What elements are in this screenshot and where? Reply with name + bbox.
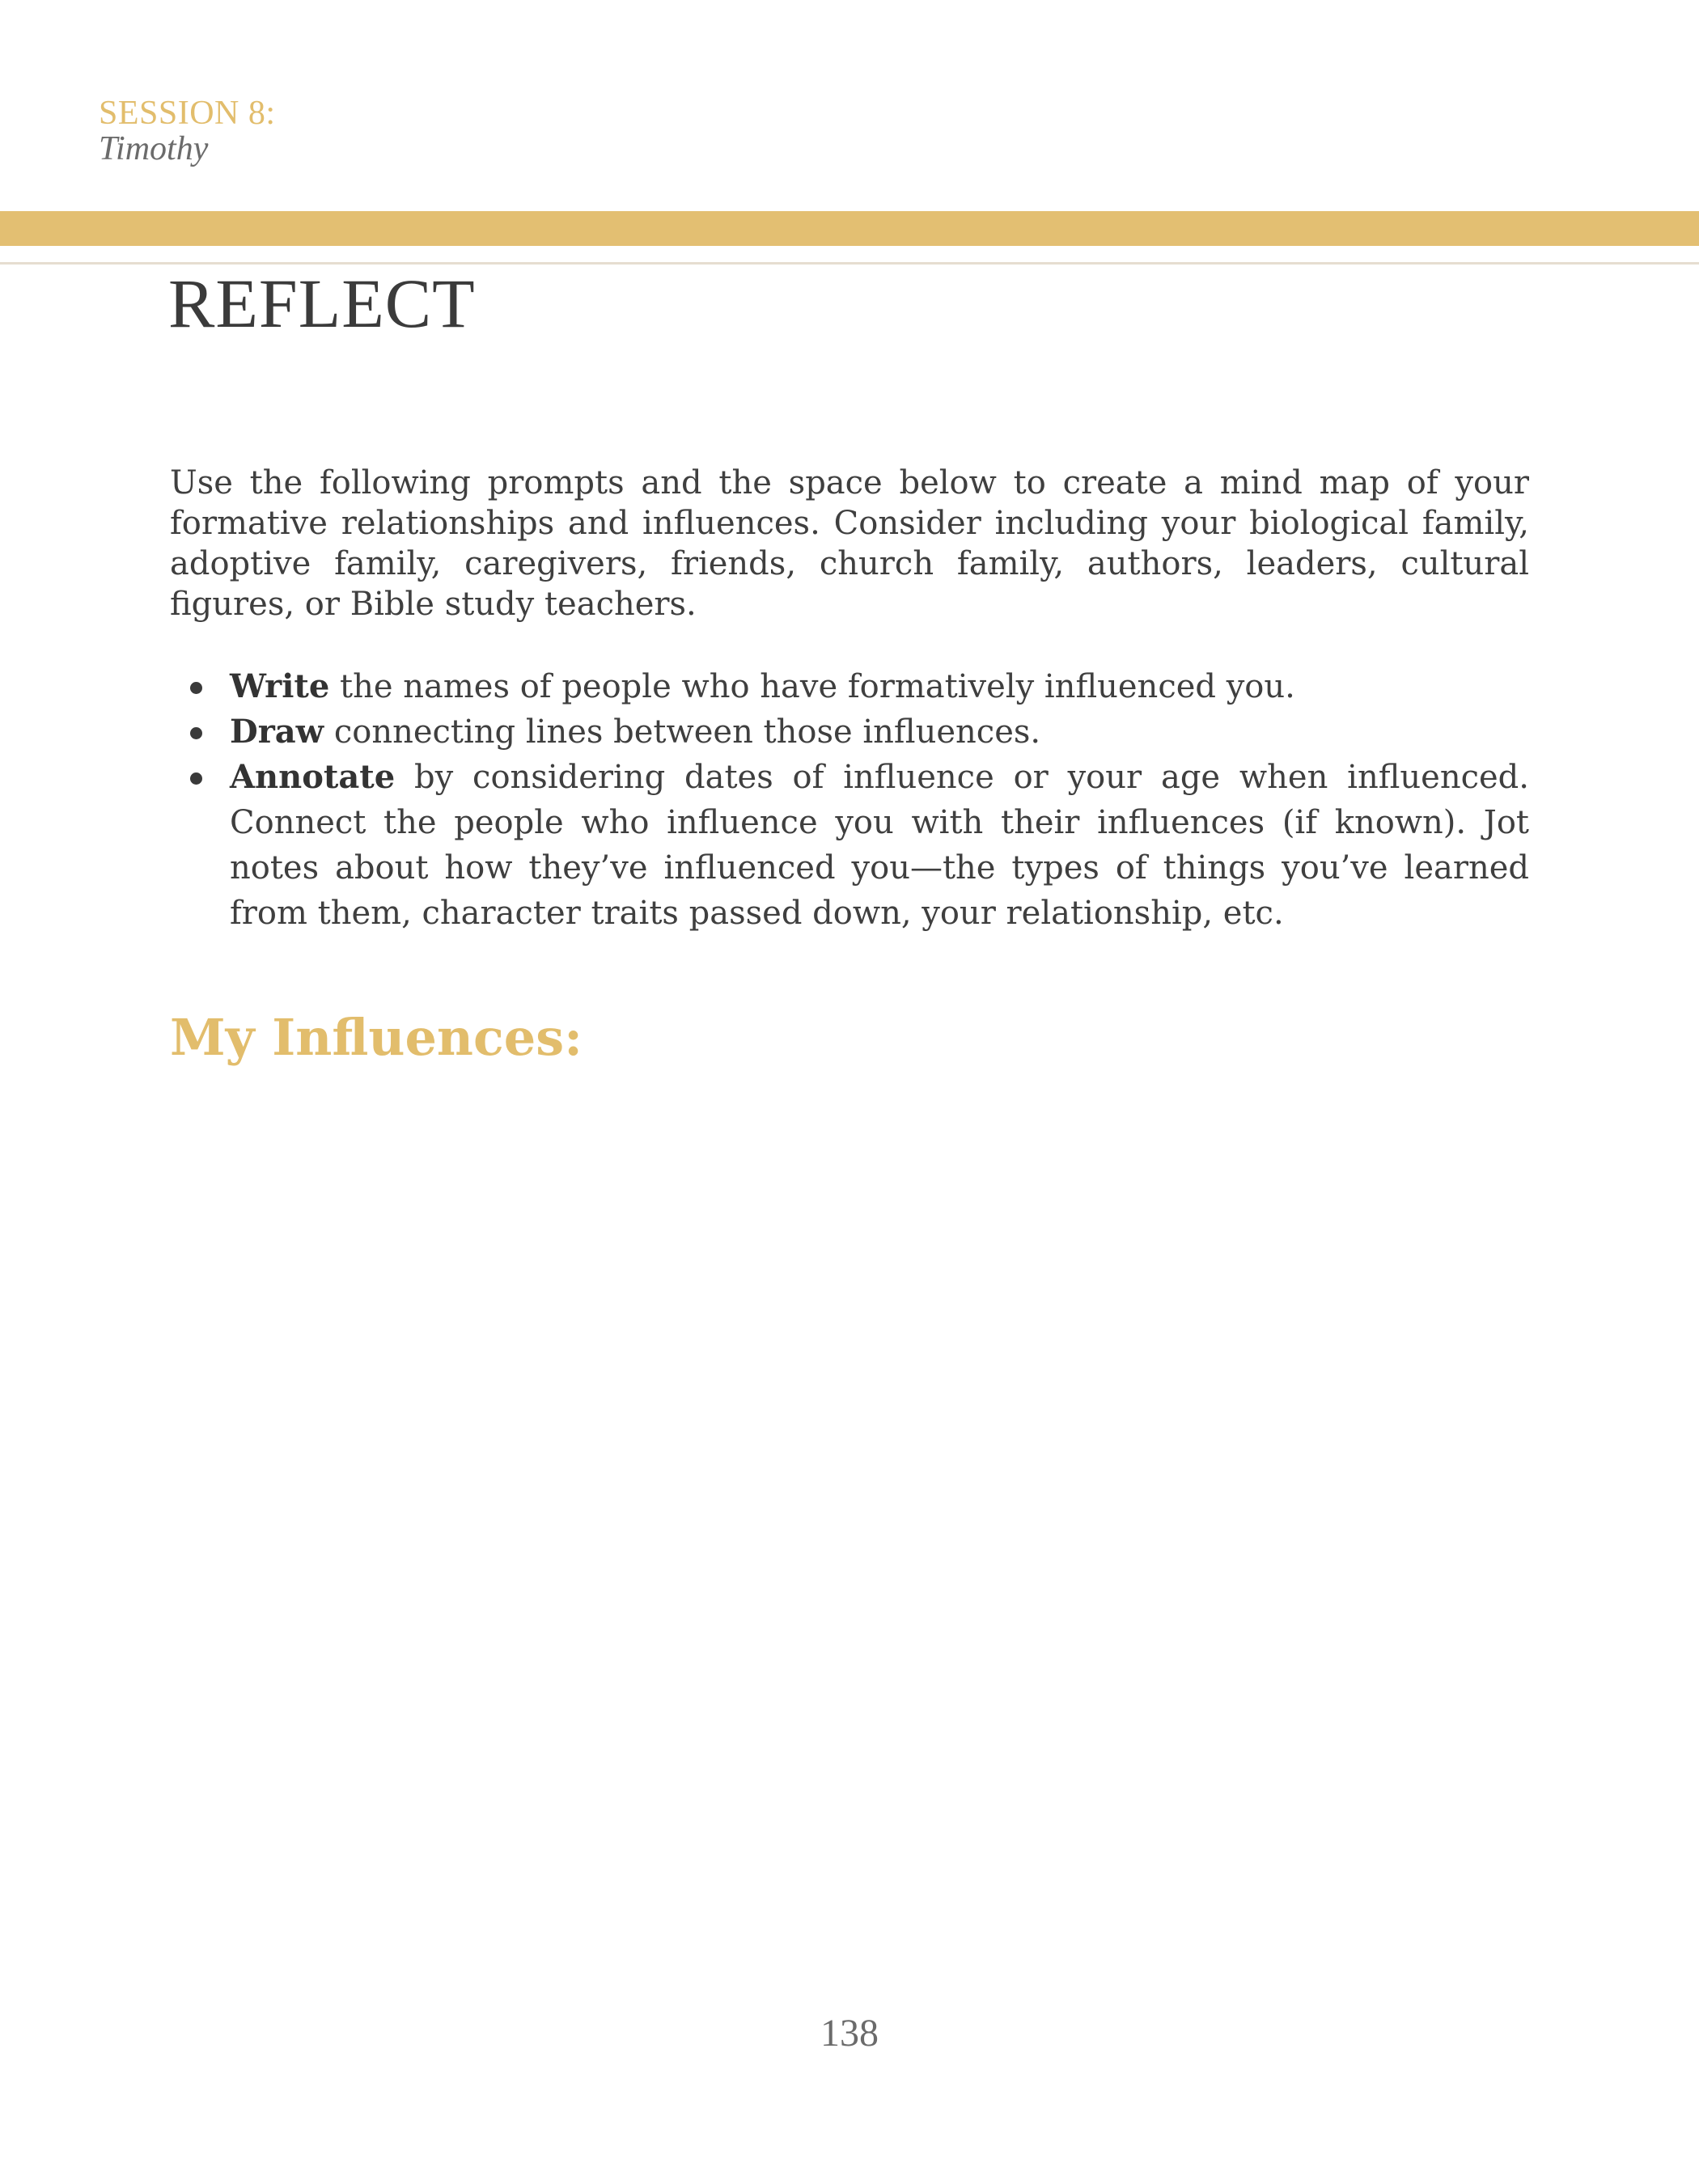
page-title: REFLECT <box>168 265 476 342</box>
list-item <box>170 709 1529 755</box>
list-item-keyword: Write <box>230 667 330 705</box>
bullet-icon <box>190 772 202 785</box>
session-subtitle: Timothy <box>99 130 209 167</box>
page-number: 138 <box>820 2012 879 2055</box>
list-item-text: by considering dates of influence or your age when influenced. Connect the people who influence you with their influences (if known). Jot notes about how they’ve influenced you—the types of things you’ve learned from them, character traits passed down, your relationship, etc. <box>230 759 1529 932</box>
intro-paragraph: Use the following prompts and the space below to create a mind map of your formative relationships and influences. Consider including your biological family, adoptive family, caregivers, friends, church family, authors, leaders, cultural figures, or Bible study teachers. <box>170 464 1529 623</box>
session-label: SESSION 8: <box>99 95 276 132</box>
section-heading: My Influences: <box>170 1008 583 1067</box>
running-header <box>99 95 276 167</box>
bullet-icon <box>190 727 202 739</box>
instruction-list <box>170 664 1529 936</box>
list-item-text: the names of people who have formatively influenced you. <box>329 668 1295 705</box>
bullet-icon <box>190 682 202 694</box>
list-item-text: connecting lines between those influences. <box>324 713 1041 751</box>
list-item-keyword: Draw <box>230 713 324 751</box>
list-item-keyword: Annotate <box>230 758 396 796</box>
list-item <box>170 755 1529 936</box>
gold-divider-bar <box>0 211 1699 246</box>
list-item <box>170 664 1529 709</box>
